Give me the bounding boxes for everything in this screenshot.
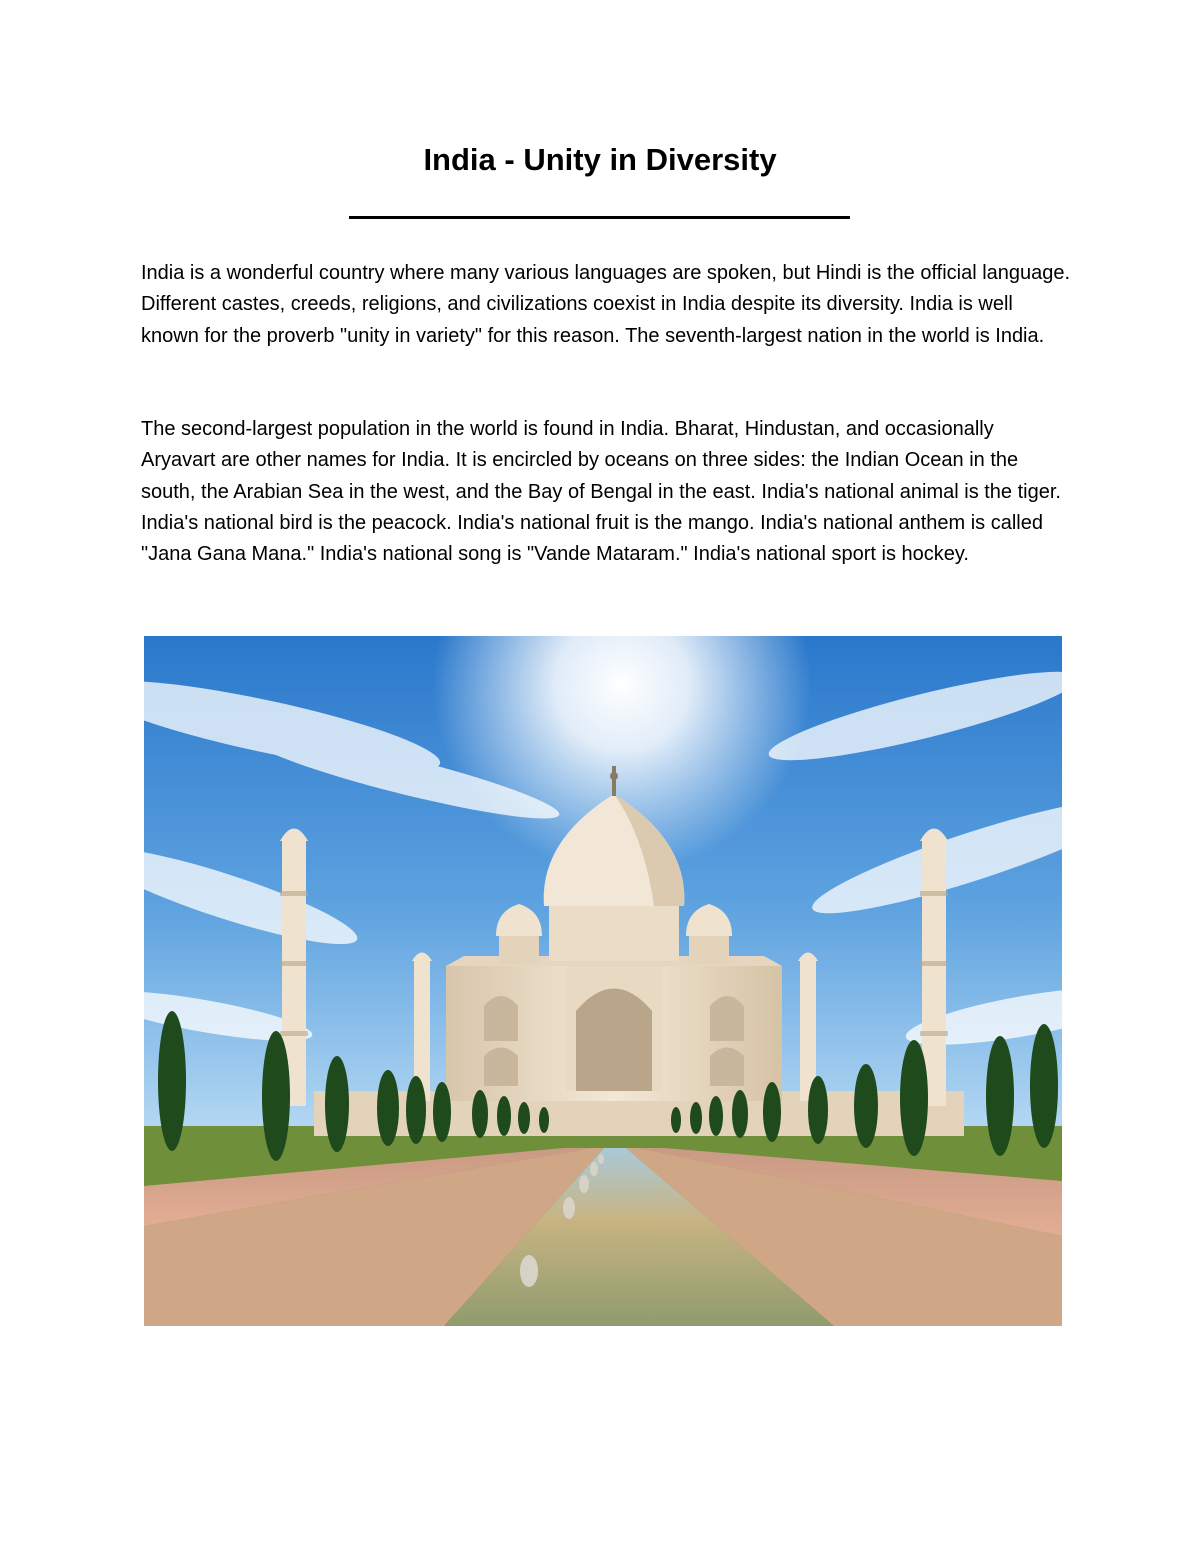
page-title: India - Unity in Diversity	[423, 142, 777, 177]
taj-mahal-photo	[144, 636, 1062, 1326]
paragraph-facts: The second-largest population in the world is found in India. Bharat, Hindustan, and occasionally Aryavart are other names for India. It is encircled by oceans on three sides: the Indian Ocean in the south, the Arabian Sea in the west, and the Bay of Bengal in the east. India's national animal is the tiger. India's national bird is the peacock. India's national fruit is the mango. India's national anthem is called "Jana Gana Mana." India's national song is "Vande Mataram." India's national sport is hockey.	[141, 418, 1061, 566]
title-underline	[349, 216, 850, 219]
paragraph-intro: India is a wonderful country where many various languages are spoken, but Hindi is the official language. Different castes, creeds, religions, and civilizations coexist in India despite its diversity. India is well known for the proverb "unity in variety" for this reason. The seventh-largest nation in the world is India.	[141, 262, 1071, 347]
